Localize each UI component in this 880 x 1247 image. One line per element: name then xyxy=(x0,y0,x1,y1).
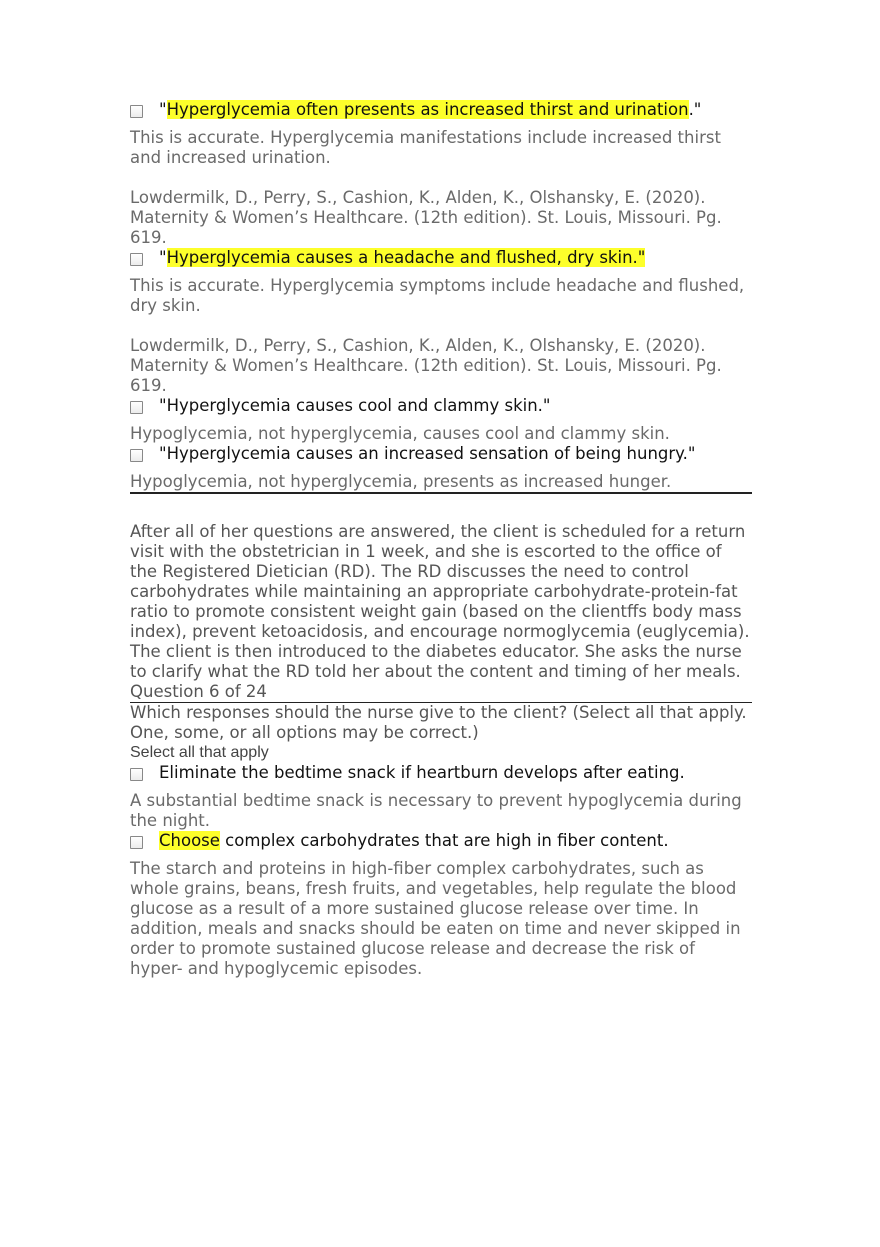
checkbox[interactable] xyxy=(130,836,143,849)
select-all-instruction: Select all that apply xyxy=(130,744,269,761)
answer-option[interactable] xyxy=(130,396,752,416)
question-text: Which responses should the nurse give to the client? (Select all that apply. One, some, or all options may be correct.) xyxy=(130,703,747,742)
answer-option[interactable] xyxy=(130,831,752,851)
option-text: "Hyperglycemia causes a headache and flushed, dry skin." xyxy=(159,248,646,267)
rationale: A substantial bedtime snack is necessary to prevent hypoglycemia during the night. xyxy=(130,791,742,830)
answer-option[interactable] xyxy=(130,444,752,464)
rationale: This is accurate. Hyperglycemia manifestations include increased thirst and increased urination. xyxy=(130,128,721,167)
document-page xyxy=(130,100,752,979)
highlighted-text: Choose xyxy=(159,831,220,850)
scenario-text: After all of her questions are answered, the client is scheduled for a return visit with the obstetrician in 1 week, and she is escorted to the office of the Registered Dietician (RD). The RD discusses the need to control carbohydrates while maintaining an appropriate carbohydrate-protein-fat ratio to promote consistent weight gain (based on the clientffs body mass index), prevent ketoacidosis, and encourage normoglycemia (euglycemia). The client is then introduced to the diabetes educator. She asks the nurse to clarify what the RD told her about the content and timing of her meals. xyxy=(130,522,750,681)
answer-option[interactable] xyxy=(130,248,752,268)
question-header: Question 6 of 24 xyxy=(130,682,752,703)
highlighted-text: Hyperglycemia causes a headache and flushed, dry skin." xyxy=(166,248,646,267)
reference: Lowdermilk, D., Perry, S., Cashion, K., Alden, K., Olshansky, E. (2020). Maternity & Women’s Healthcare. (12th edition). St. Louis, Missouri. Pg. 619. xyxy=(130,336,722,395)
option-text: Eliminate the bedtime snack if heartburn develops after eating. xyxy=(159,763,685,782)
checkbox[interactable] xyxy=(130,401,143,414)
reference: Lowdermilk, D., Perry, S., Cashion, K., Alden, K., Olshansky, E. (2020). Maternity & Women’s Healthcare. (12th edition). St. Louis, Missouri. Pg. 619. xyxy=(130,188,722,247)
answer-option[interactable] xyxy=(130,763,752,783)
rationale: The starch and proteins in high-fiber complex carbohydrates, such as whole grains, beans, fresh fruits, and vegetables, help regulate the blood glucose as a result of a more sustained glucose release over time. In addition, meals and snacks should be eaten on time and never skipped in order to promote sustained glucose release and decrease the risk of hyper- and hypoglycemic episodes. xyxy=(130,859,741,978)
checkbox[interactable] xyxy=(130,449,143,462)
checkbox[interactable] xyxy=(130,105,143,118)
rationale: Hypoglycemia, not hyperglycemia, causes cool and clammy skin. xyxy=(130,424,670,443)
option-text: Choose complex carbohydrates that are high in fiber content. xyxy=(159,831,669,850)
option-text: "Hyperglycemia causes cool and clammy skin." xyxy=(159,396,551,415)
checkbox[interactable] xyxy=(130,768,143,781)
rationale: This is accurate. Hyperglycemia symptoms include headache and flushed, dry skin. xyxy=(130,276,745,315)
option-text: "Hyperglycemia causes an increased sensation of being hungry." xyxy=(159,444,696,463)
checkbox[interactable] xyxy=(130,253,143,266)
answer-option[interactable] xyxy=(130,100,752,120)
rationale: Hypoglycemia, not hyperglycemia, presents as increased hunger. xyxy=(130,472,752,494)
highlighted-text: Hyperglycemia often presents as increased thirst and urination xyxy=(166,100,689,119)
option-text: "Hyperglycemia often presents as increased thirst and urination." xyxy=(159,100,702,119)
